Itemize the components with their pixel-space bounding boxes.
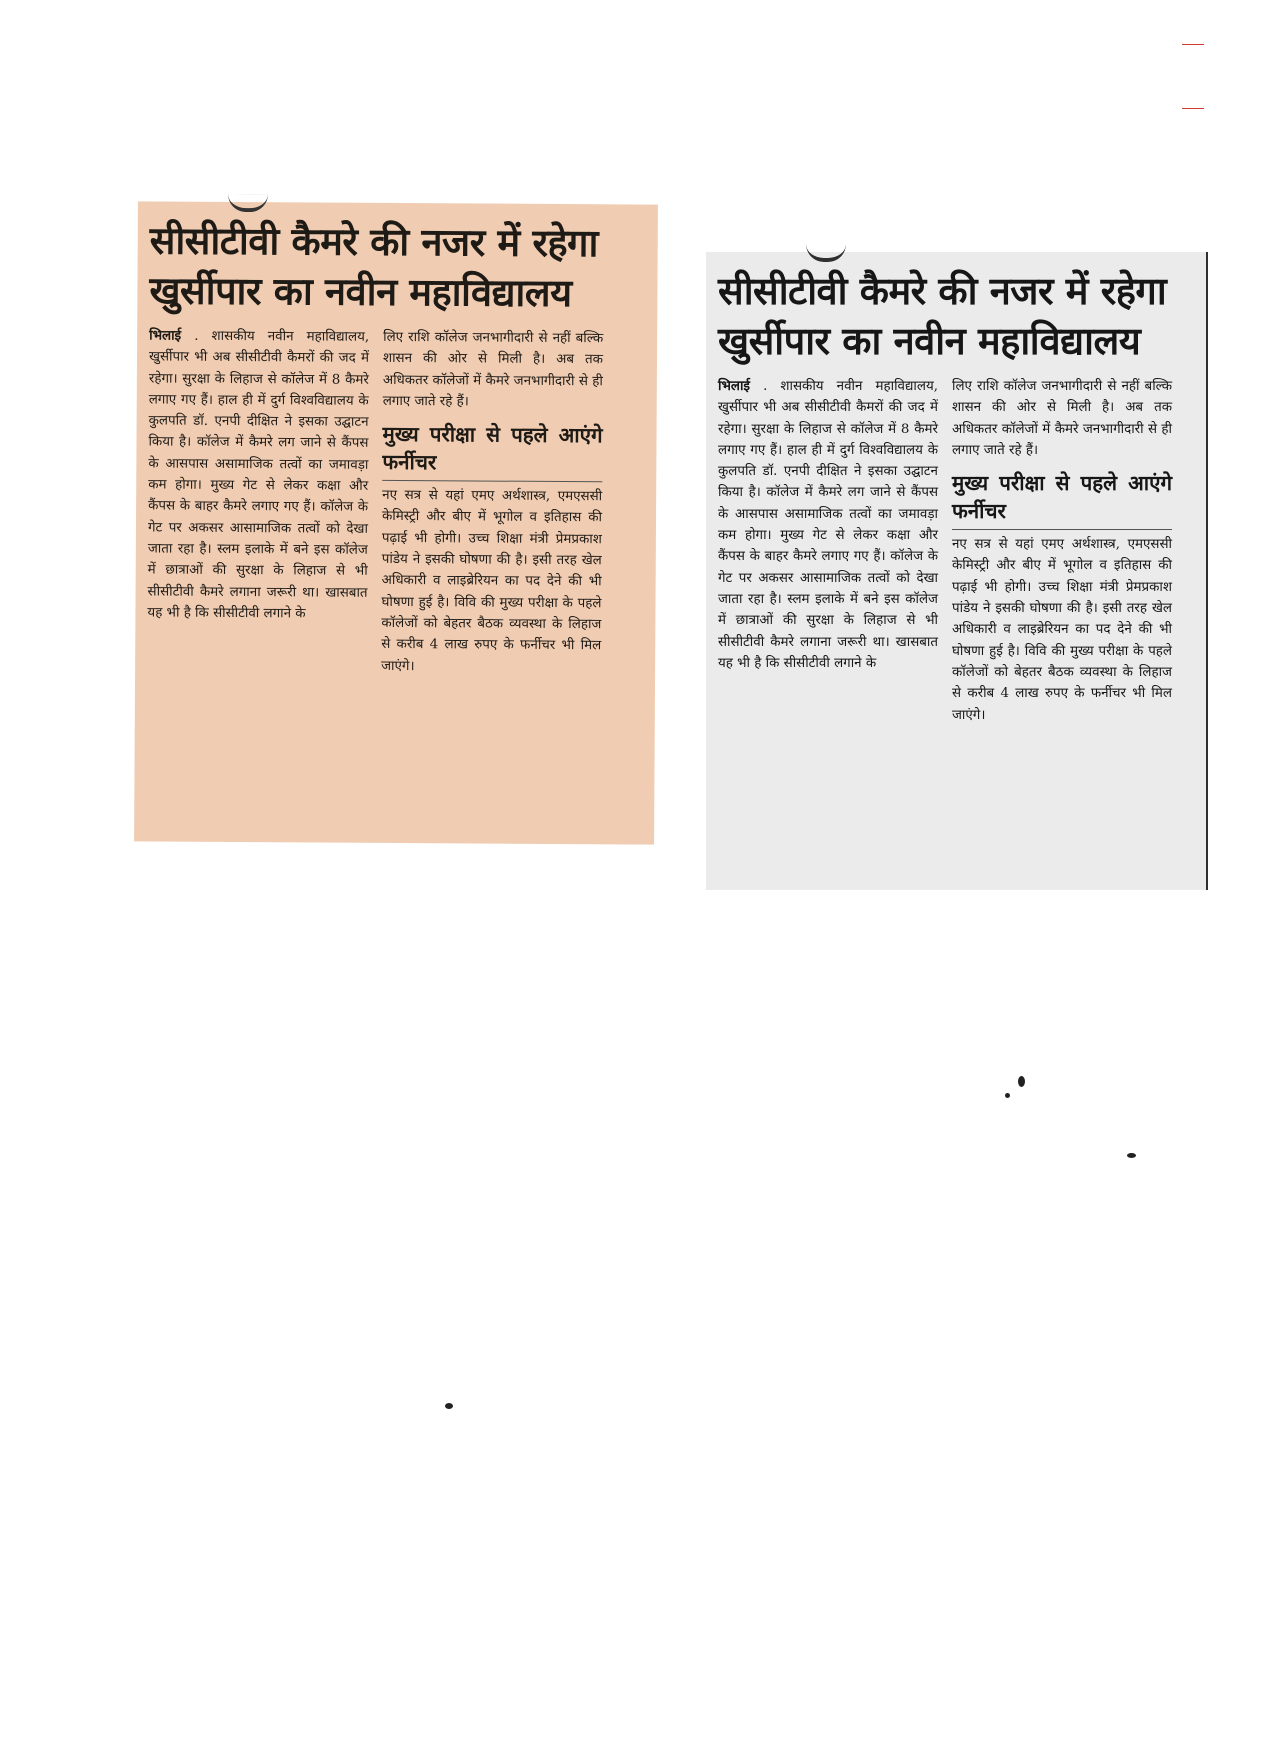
- column-2-top-text: लिए राशि कॉलेज जनभागीदारी से नहीं बल्कि शासन की ओर से मिली है। अब तक अधिकतर कॉलेजों में कैमरे जनभागीदारी से ही लगाए जाते रहे हैं।: [952, 379, 1172, 458]
- clipping-headline: सीसीटीवी कैमरे की नजर में रहेगा खुर्सीपार का नवीन महाविद्यालय: [149, 218, 599, 316]
- ink-speck: [1127, 1153, 1136, 1158]
- article-column-1: [147, 325, 369, 624]
- article-subheading: मुख्य परीक्षा से पहले आएंगे फर्नीचर: [952, 469, 1172, 530]
- scan-mark-red: [1182, 44, 1204, 45]
- clipping-headline: सीसीटीवी कैमरे की नजर में रहेगा खुर्सीपार का नवीन महाविद्यालय: [718, 269, 1167, 363]
- article-column-2: [381, 327, 603, 678]
- article-subheading: मुख्य परीक्षा से पहले आएंगे फर्नीचर: [382, 420, 602, 482]
- column-1-text: . शासकीय नवीन महाविद्यालय, खुर्सीपार भी अब सीसीटीवी कैमरों की जद में रहेगा। सुरक्षा के लिहाज से कॉलेज में 8 कैमरे लगाए गए हैं। हाल ही में दुर्ग विश्वविद्यालय के कुलपति डॉ. एनपी दीक्षित ने इसका उद्घाटन किया है। कॉलेज में कैमरे लग जाने से कैंपस के आसपास असामाजिक तत्वों का जमावड़ा कम होगा। मुख्य गेट से लेकर कक्षा और कैंपस के बाहर कैमरे लगाए गए हैं। कॉलेज के गेट पर अकसर आसामाजिक तत्वों को देखा जाता रहा है। स्लम इलाके में बने इस कॉलेज में छात्राओं की सुरक्षा के लिहाज से भी सीसीटीवी कैमरे लगाना जरूरी था। खासबात यह भी है कि सीसीटीवी लगाने के: [147, 328, 370, 622]
- ink-speck: [445, 1403, 453, 1409]
- ink-speck: [1005, 1093, 1010, 1098]
- ink-speck: [1018, 1076, 1025, 1087]
- column-1-text: . शासकीय नवीन महाविद्यालय, खुर्सीपार भी अब सीसीटीवी कैमरों की जद में रहेगा। सुरक्षा के लिहाज से कॉलेज में 8 कैमरे लगाए गए हैं। हाल ही में दुर्ग विश्वविद्यालय के कुलपति डॉ. एनपी दीक्षित ने इसका उद्घाटन किया है। कॉलेज में कैमरे लग जाने से कैंपस के आसपास असामाजिक तत्वों का जमावड़ा कम होगा। मुख्य गेट से लेकर कक्षा और कैंपस के बाहर कैमरे लगाए गए हैं। कॉलेज के गेट पर अकसर आसामाजिक तत्वों को देखा जाता रहा है। स्लम इलाके में बने इस कॉलेज में छात्राओं की सुरक्षा के लिहाज से भी सीसीटीवी कैमरे लगाना जरूरी था। खासबात यह भी है कि सीसीटीवी लगाने के: [718, 379, 938, 671]
- clipping-edge-mark: [806, 244, 846, 262]
- clipping-edge-mark: [228, 194, 268, 212]
- article-column-1: [718, 376, 938, 674]
- column-2-top-text: लिए राशि कॉलेज जनभागीदारी से नहीं बल्कि शासन की ओर से मिली है। अब तक अधिकतर कॉलेजों में कैमरे जनभागीदारी से ही लगाए जाते रहे हैं।: [382, 329, 604, 410]
- dateline: भिलाई: [718, 379, 751, 394]
- article-column-2: [952, 376, 1172, 726]
- column-2-bottom-text: नए सत्र से यहां एमए अर्थशास्त्र, एमएससी केमिस्ट्री और बीए में भूगोल व इतिहास की पढ़ाई भी होगी। उच्च शिक्षा मंत्री प्रेमप्रकाश पांडेय ने इसकी घोषणा की है। इसी तरह खेल अधिकारी व लाइब्रेरियन का पद देने की भी घोषणा हुई है। विवि की मुख्य परीक्षा के पहले कॉलेजों को बेहतर बैठक व्यवस्था के लिहाज से करीब 4 लाख रुपए के फर्नीचर भी मिल जाएंगे।: [381, 488, 603, 674]
- dateline: भिलाई: [149, 328, 182, 344]
- column-2-bottom-text: नए सत्र से यहां एमए अर्थशास्त्र, एमएससी केमिस्ट्री और बीए में भूगोल व इतिहास की पढ़ाई भी होगी। उच्च शिक्षा मंत्री प्रेमप्रकाश पांडेय ने इसकी घोषणा की है। इसी तरह खेल अधिकारी व लाइब्रेरियन का पद देने की भी घोषणा हुई है। विवि की मुख्य परीक्षा के पहले कॉलेजों को बेहतर बैठक व्यवस्था के लिहाज से करीब 4 लाख रुपए के फर्नीचर भी मिल जाएंगे।: [952, 537, 1172, 723]
- scan-mark-red: [1182, 108, 1204, 109]
- newspaper-clipping-photocopy: [706, 252, 1208, 890]
- newspaper-clipping-color: [134, 201, 658, 844]
